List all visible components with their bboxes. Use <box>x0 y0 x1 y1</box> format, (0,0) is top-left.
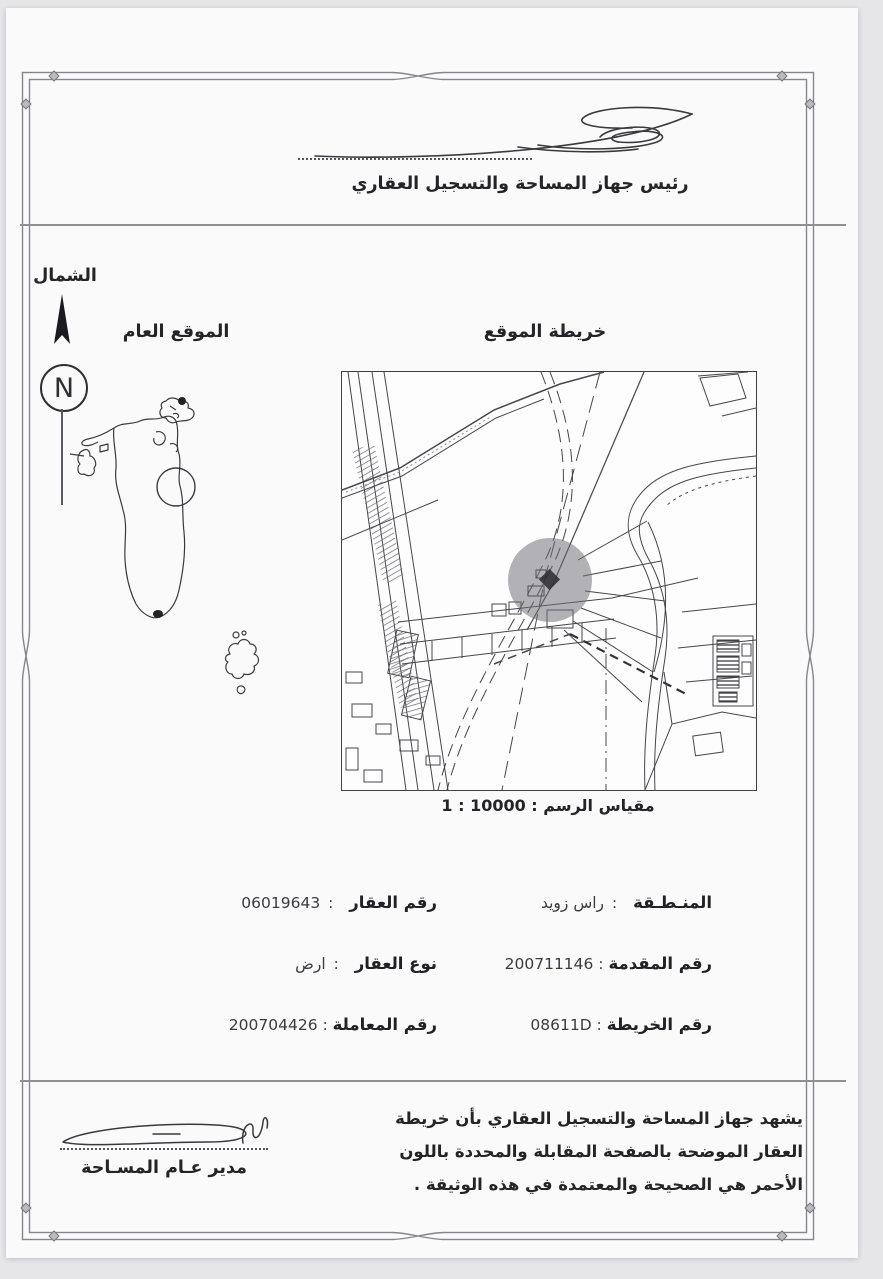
general-location-marker-circle <box>157 468 195 506</box>
chief-signature-image <box>300 98 700 162</box>
field-property-type-label: نوع العقار <box>354 954 437 973</box>
north-label: الشمال <box>33 266 97 286</box>
field-intro-number: رقم المقدمة:200711146 <box>504 954 712 973</box>
field-property-number: رقم العقار:06019643 <box>241 893 437 912</box>
scale-caption: مقياس الرسم : 10000 : 1 <box>441 796 655 815</box>
field-property-number-label: رقم العقار <box>349 893 437 912</box>
chief-title: رئيس جهاز المساحة والتسجيل العقاري <box>351 174 689 194</box>
certification-text <box>373 1102 803 1201</box>
field-intro-number-label: رقم المقدمة <box>608 954 712 973</box>
field-map-number-value: 08611D <box>530 1016 592 1034</box>
field-map-number: رقم الخريطة:08611D <box>530 1015 712 1034</box>
section-divider-bottom <box>20 1080 846 1082</box>
north-arrow-icon <box>50 292 74 350</box>
field-region-value: راس زويد <box>540 894 605 912</box>
field-intro-number-value: 200711146 <box>504 955 594 973</box>
field-property-type-value: ارض <box>295 955 326 973</box>
chief-signature-dotted-line <box>298 158 532 160</box>
director-title: مدير عـام المسـاحة <box>81 1158 247 1178</box>
field-region: المنـطـقة:راس زويد <box>540 893 712 912</box>
field-property-type: نوع العقار:ارض <box>295 954 437 973</box>
field-transaction-number-value: 200704426 <box>228 1016 318 1034</box>
field-transaction-number-label: رقم المعاملة <box>332 1015 437 1034</box>
compass-stem-line <box>61 409 63 505</box>
director-signature-dotted-line <box>60 1148 268 1150</box>
site-map <box>341 371 757 791</box>
general-location-map <box>70 392 330 707</box>
field-property-number-value: 06019643 <box>241 894 321 912</box>
general-location-title: الموقع العام <box>122 322 230 342</box>
section-divider-top <box>20 224 846 226</box>
certification-line-3: الأحمر هي الصحيحة والمعتمدة في هذه الوثيقة . <box>413 1175 803 1194</box>
certification-line-1: يشهد جهاز المساحة والتسجيل العقاري بأن خريطة <box>395 1109 803 1128</box>
site-map-title: خريطة الموقع <box>483 322 607 342</box>
field-transaction-number: رقم المعاملة:200704426 <box>228 1015 437 1034</box>
field-region-label: المنـطـقة <box>633 893 712 912</box>
field-map-number-label: رقم الخريطة <box>606 1015 712 1034</box>
compass-letter: N <box>53 372 75 404</box>
certification-line-2: العقار الموضحة بالصفحة المقابلة والمحددة باللون <box>399 1142 803 1161</box>
